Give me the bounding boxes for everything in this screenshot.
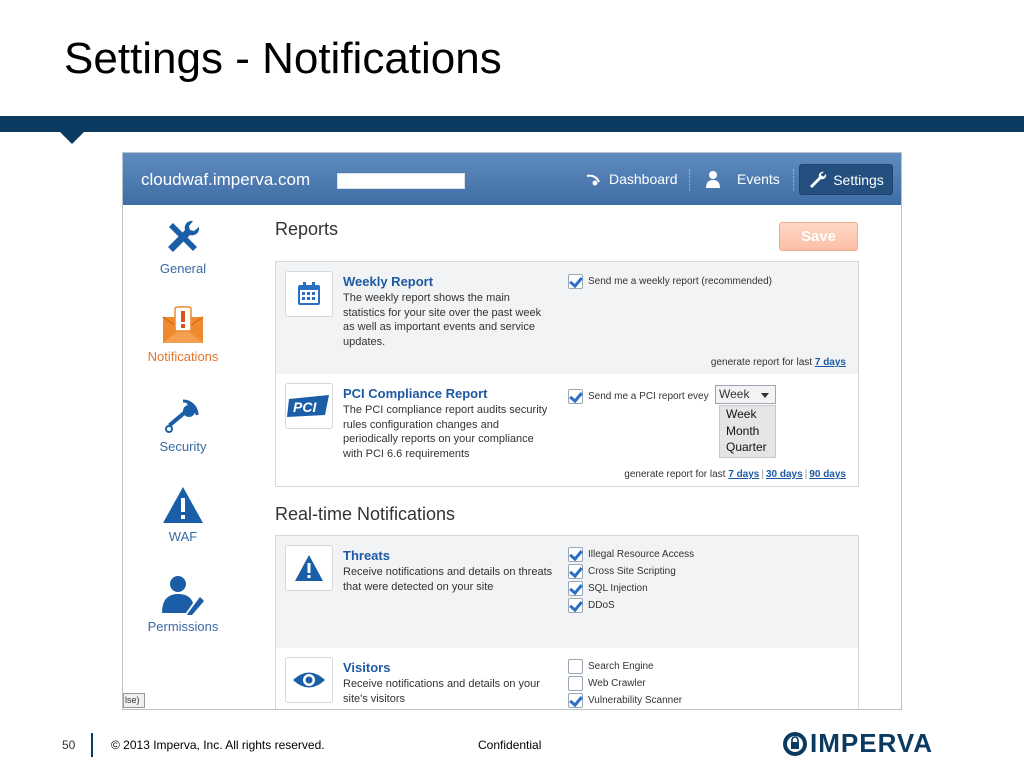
sidebar-item-permissions[interactable] (123, 575, 243, 634)
pci-report-checkbox[interactable] (568, 389, 583, 404)
sidebar-item-label: Permissions (147, 619, 219, 634)
calendar-icon-box (285, 271, 333, 317)
visitors-title: Visitors (343, 660, 391, 675)
visitor-option[interactable] (568, 675, 646, 691)
pci-frequency-select[interactable] (715, 385, 776, 404)
site-selector-box[interactable] (337, 173, 465, 189)
weekly-7-days-link[interactable]: 7 days (814, 357, 846, 368)
chevron-down-icon (761, 393, 769, 398)
pci-7-days-link[interactable]: 7 days (728, 469, 760, 480)
pci-frequency-options (719, 405, 776, 458)
threat-option-label: Illegal Resource Access (588, 548, 695, 560)
weekly-report-checkbox-label: Send me a weekly report (recommended) (588, 275, 772, 287)
option-quarter[interactable]: Quarter (726, 440, 767, 454)
pci-90-days-link[interactable]: 90 days (809, 469, 846, 480)
pci-frequency-value: Week (719, 387, 750, 401)
imperva-logo (782, 728, 933, 759)
nav-events[interactable] (703, 169, 780, 189)
threat-checkbox[interactable] (568, 564, 583, 579)
threat-icon-box (285, 545, 333, 591)
alert-envelope-icon (161, 305, 205, 345)
option-month[interactable]: Month (726, 423, 760, 438)
visitor-checkbox[interactable] (568, 676, 583, 691)
visitor-option-label: Vulnerability Scanner (588, 694, 683, 706)
nav-settings[interactable] (799, 164, 893, 195)
threat-checkbox[interactable] (568, 598, 583, 613)
slide-title: Settings - Notifications (64, 34, 502, 83)
option-week[interactable]: Week (726, 407, 757, 421)
tools-icon (163, 217, 203, 257)
weekly-report-checkbox-line[interactable] (568, 273, 772, 289)
threats-description: Receive notifications and details on threats that were detected on your site (343, 566, 553, 593)
threats-row (276, 536, 858, 648)
reports-heading: Reports (275, 219, 339, 239)
sidebar-item-label: General (159, 261, 207, 276)
visitor-option-label: Search Engine (588, 660, 654, 672)
sidebar-item-waf[interactable] (123, 485, 243, 544)
generate-prefix: generate report for last (624, 469, 726, 480)
visitor-option[interactable] (568, 692, 682, 708)
weekly-generate-line (711, 357, 846, 368)
weekly-report-description: The weekly report shows the main statistics for your site over the past week as well as important events and service updates. (343, 292, 542, 348)
weekly-report-title: Weekly Report (343, 274, 434, 289)
svg-text:PCI: PCI (293, 399, 317, 415)
visitors-description: Receive notifications and details on your site's visitors (343, 678, 540, 705)
logo-wordmark: IMPERVA (810, 728, 934, 758)
threat-checkbox[interactable] (568, 547, 583, 562)
pci-report-title: PCI Compliance Report (343, 386, 488, 401)
threat-checkbox[interactable] (568, 581, 583, 596)
pci-30-days-link[interactable]: 30 days (765, 469, 803, 480)
nav-settings-label: Settings (833, 171, 884, 188)
nav-dashboard-label: Dashboard (609, 171, 678, 187)
calendar-icon (296, 281, 322, 307)
sidebar-item-notifications[interactable] (123, 305, 243, 364)
visitor-checkbox[interactable] (568, 693, 583, 708)
visitor-option-label: Web Crawler (588, 677, 646, 689)
footer-divider (91, 733, 93, 757)
generate-prefix: generate report for last (710, 357, 813, 368)
threat-option-label: Cross Site Scripting (588, 565, 676, 577)
pci-logo-icon (287, 393, 331, 419)
imperva-lock-icon (782, 731, 808, 757)
threat-option-label: SQL Injection (588, 582, 648, 594)
visitors-row (276, 648, 858, 710)
threat-option-label: DDoS (588, 599, 615, 611)
wrench-icon (808, 170, 828, 190)
nav-dashboard[interactable] (585, 169, 678, 189)
weekly-report-row (276, 262, 858, 374)
app-header (123, 153, 902, 205)
dashboard-icon (585, 170, 603, 188)
sidebar-item-label: WAF (168, 529, 198, 544)
confidential-label: Confidential (478, 738, 542, 752)
key-icon (161, 395, 205, 435)
realtime-heading: Real-time Notifications (275, 504, 456, 524)
nav-events-label: Events (737, 171, 780, 187)
bottom-tab-label: lse) (123, 693, 145, 708)
visitor-checkbox[interactable] (568, 659, 583, 674)
threat-option[interactable] (568, 597, 615, 613)
realtime-panel (275, 535, 859, 710)
sidebar-item-security[interactable] (123, 395, 243, 454)
warning-icon (161, 485, 205, 525)
eye-icon (292, 669, 326, 691)
warning-icon (294, 554, 324, 582)
weekly-report-checkbox[interactable] (568, 274, 583, 289)
save-button[interactable]: Save (779, 222, 858, 251)
pci-report-checkbox-line[interactable] (568, 388, 709, 404)
sidebar-item-general[interactable] (123, 217, 243, 276)
copyright-text: © 2013 Imperva, Inc. All rights reserved. (111, 738, 325, 752)
threat-option[interactable] (568, 563, 676, 579)
pci-report-checkbox-label: Send me a PCI report evey (588, 390, 709, 402)
sidebar-item-label: Notifications (147, 349, 219, 364)
threats-title: Threats (343, 548, 390, 563)
threat-option[interactable] (568, 580, 648, 596)
nav-divider (793, 169, 794, 191)
page-number: 50 (62, 738, 76, 752)
title-band (0, 116, 1024, 132)
threat-option[interactable] (568, 546, 694, 562)
eye-icon-box (285, 657, 333, 703)
app-screenshot (122, 152, 902, 710)
user-edit-icon (160, 575, 206, 615)
sidebar-item-label: Security (159, 439, 207, 454)
pci-report-description: The PCI compliance report audits security rules configuration changes and periodically reports on your compliance with PCI 6.6 requirements (343, 404, 548, 460)
user-icon (703, 170, 723, 188)
site-domain: cloudwaf.imperva.com (141, 170, 311, 189)
pci-icon-box (285, 383, 333, 429)
nav-divider (689, 169, 690, 191)
pci-generate-line: generate report for last 7 days | 30 days | 90 days (624, 469, 846, 480)
title-notch (60, 132, 84, 144)
visitor-option[interactable] (568, 658, 654, 674)
